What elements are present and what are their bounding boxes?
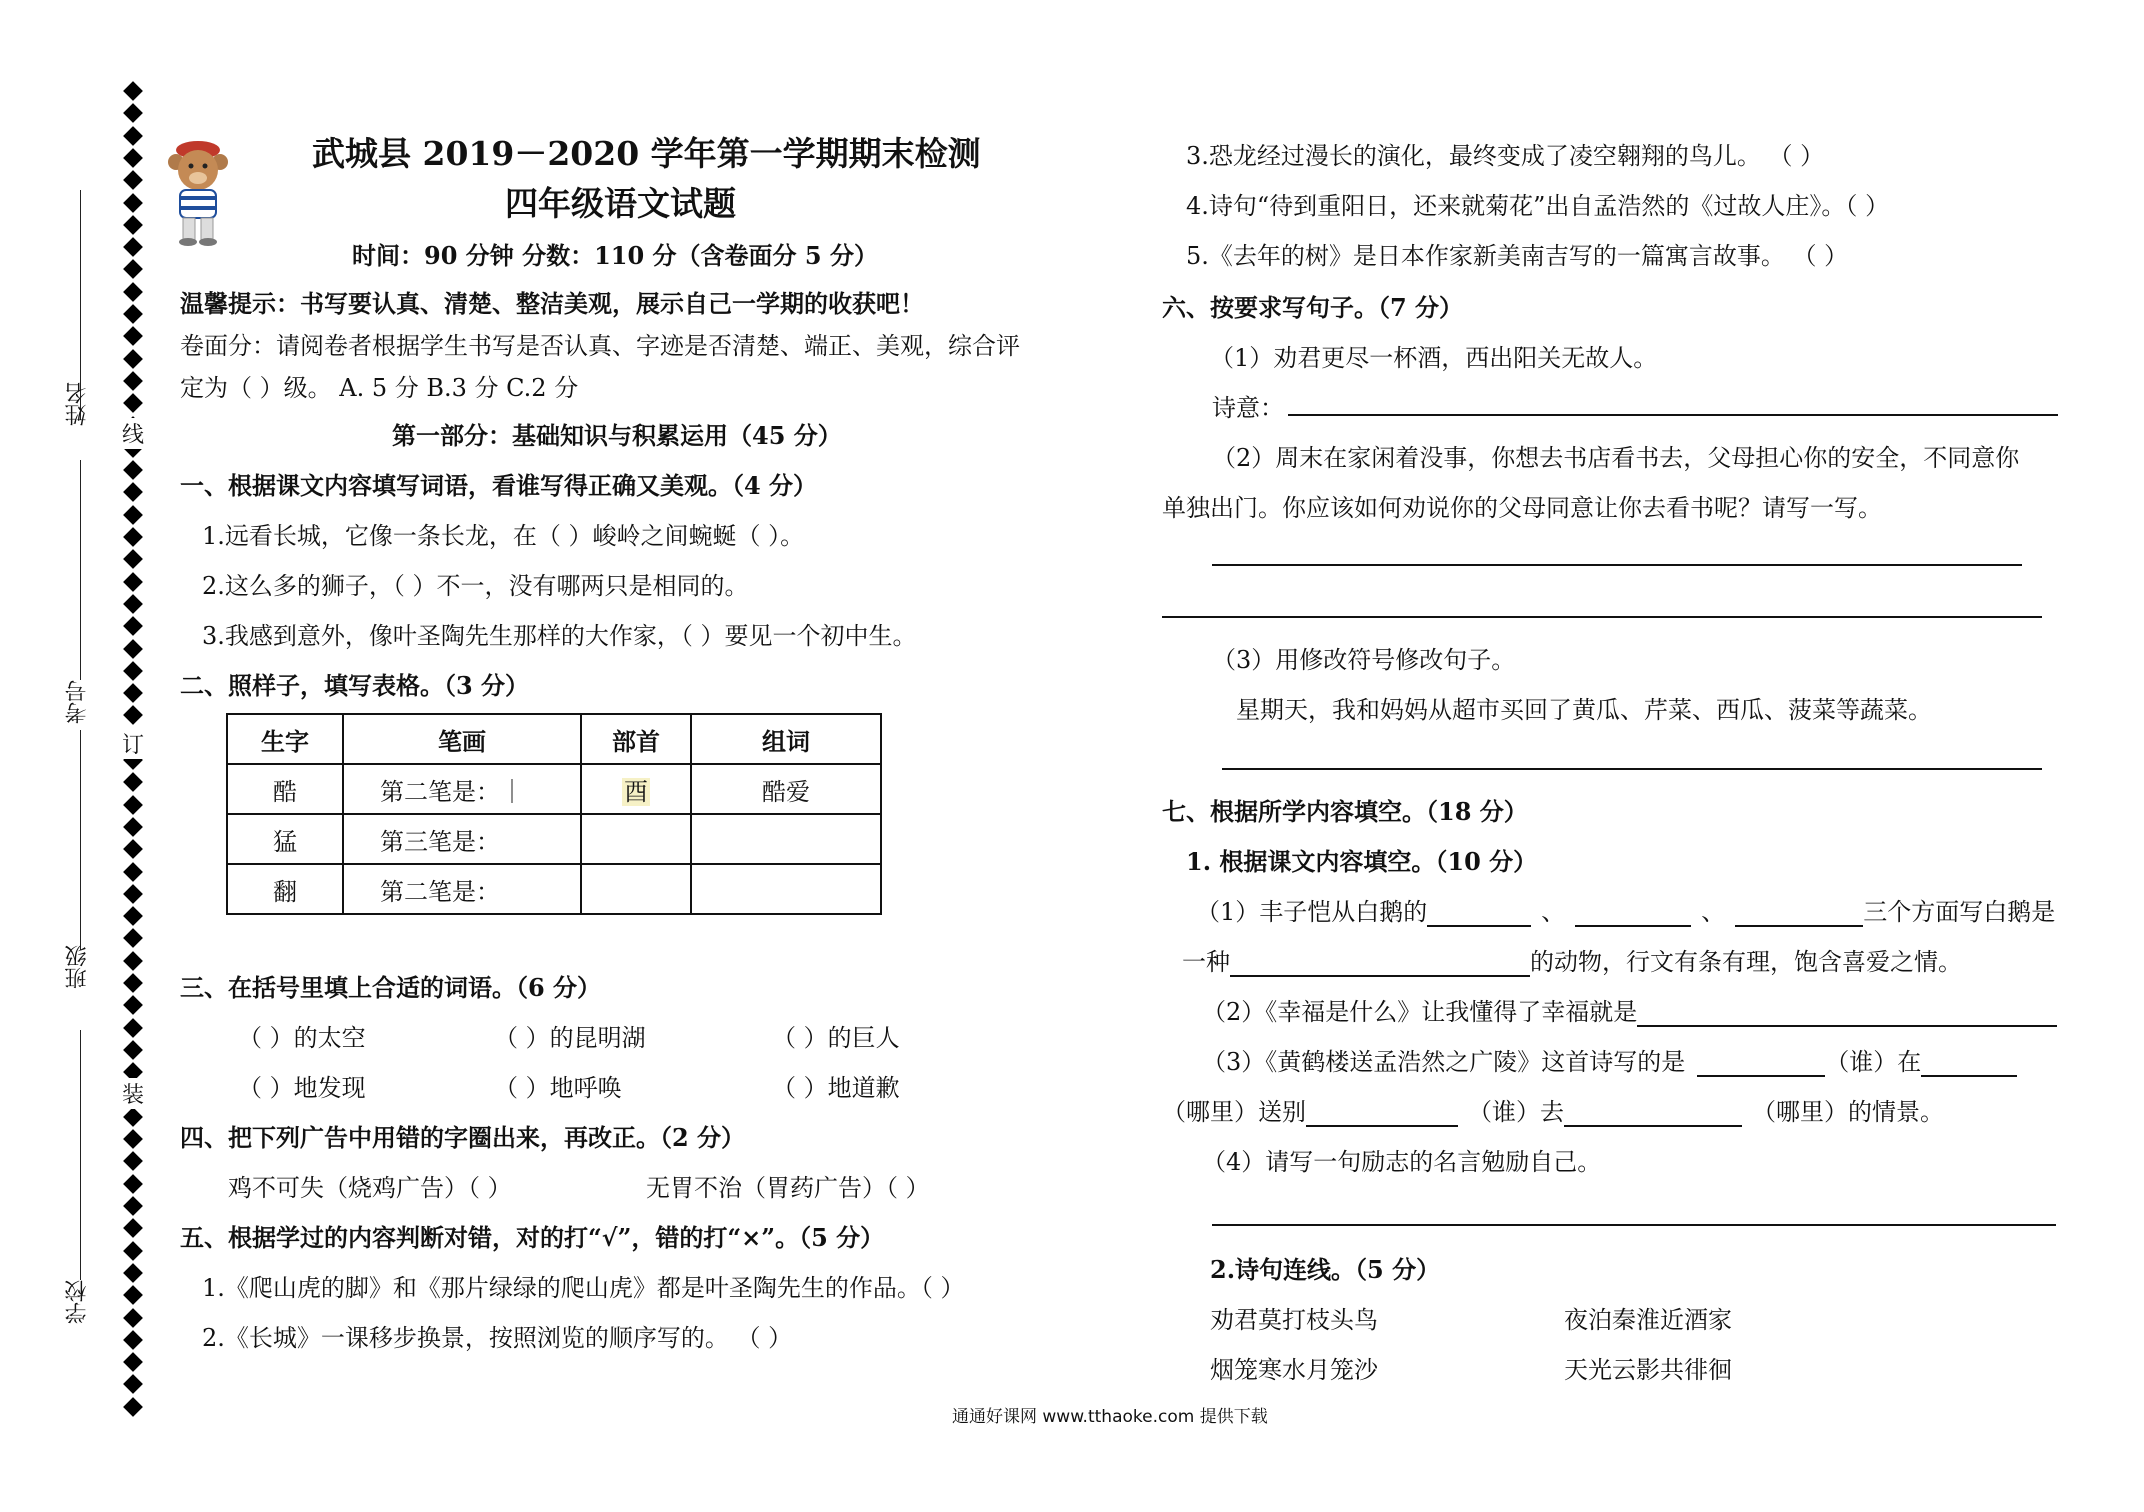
binding-diamond: [123, 1174, 143, 1194]
binding-diamond: [123, 906, 143, 926]
q7-l4-text-b: （谁）在: [1825, 1048, 1922, 1076]
warm-tip: 温馨提示：书写要认真、清楚、整洁美观，展示自己一学期的收获吧！: [180, 289, 924, 318]
q7-l2-text-a: 一种: [1182, 948, 1230, 976]
bear-mascot-image: [158, 138, 238, 248]
cell-char: 猛: [227, 814, 343, 864]
fill-blank[interactable]: [1697, 1049, 1825, 1077]
fill-blank[interactable]: [1427, 899, 1531, 927]
binding-diamond: [123, 282, 143, 302]
answer-line[interactable]: [1162, 616, 2042, 618]
header-char: 生字: [227, 714, 343, 764]
q7-line-2: [1182, 942, 1962, 977]
q5-item-1[interactable]: 1.《爬山虎的脚》和《那片绿绿的爬山虎》都是叶圣陶先生的作品。（ ）: [202, 1274, 965, 1302]
binding-diamond: [123, 661, 143, 681]
neatness-score-line2: 定为（ ）级。 A. 5 分 B.3 分 C.2 分: [180, 374, 579, 402]
binding-diamond: [123, 237, 143, 257]
table-row: [227, 814, 881, 864]
binding-diamond: [123, 1151, 143, 1171]
binding-diamond: [123, 527, 143, 547]
binding-char-xian: 线: [122, 418, 144, 449]
binding-diamond: [123, 772, 143, 792]
cell-radical[interactable]: [581, 814, 691, 864]
q4-item-1[interactable]: 鸡不可失（烧鸡广告）（ ）: [228, 1174, 512, 1202]
binding-diamond: [123, 839, 143, 859]
binding-diamond: [123, 126, 143, 146]
binding-diamond: [123, 1129, 143, 1149]
q6-meaning-label: 诗意：: [1212, 394, 1284, 422]
q6-sentence-2a: （2）周末在家闲着没事，你想去书店看书去，父母担心你的安全，不同意你: [1212, 444, 2020, 472]
class-label: 班级: [65, 945, 90, 989]
binding-diamond: [123, 705, 143, 725]
binding-diamond: [123, 482, 143, 502]
binding-diamond: [123, 1374, 143, 1394]
exam-title: 武城县 2019－2020 学年第一学期期末检测: [312, 134, 981, 173]
q7-line-5: [1162, 1092, 1944, 1127]
binding-diamond: [123, 460, 143, 480]
q7-l1-text-a: （1）丰子恺从白鹅的: [1196, 898, 1428, 926]
name-label: 姓名: [65, 382, 90, 426]
fill-blank[interactable]: [1735, 899, 1863, 927]
q6-sentence-to-fix: 星期天，我和妈妈从超市买回了黄瓜、芹菜、西瓜、菠菜等蔬菜。: [1236, 696, 1932, 724]
q7-line-4: [1202, 1042, 2017, 1077]
footer-source: 通通好课网 www.tthaoke.com 提供下载: [952, 1407, 1268, 1427]
binding-diamond: [123, 594, 143, 614]
q7-l2-text-b: 的动物，行文有条有理，饱含喜爱之情。: [1530, 948, 1962, 976]
fill-blank[interactable]: [1637, 999, 2057, 1027]
q7-line-3: [1202, 992, 2057, 1027]
cell-char: 酷: [227, 764, 343, 814]
binding-diamond: [123, 884, 143, 904]
binding-diamond: [123, 928, 143, 948]
binding-diamond: [123, 995, 143, 1015]
match-right-2[interactable]: 天光云影共徘徊: [1564, 1356, 1732, 1384]
q1-title: 一、根据课文内容填写词语，看谁写得正确又美观。（4 分）: [180, 471, 818, 500]
binding-diamond: [123, 349, 143, 369]
q7-l5-text-a: （哪里）送别: [1162, 1098, 1306, 1126]
q1-item-2: 2.这么多的狮子，（ ）不一，没有哪两只是相同的。: [202, 572, 749, 600]
q7-l5-text-b: （谁）去: [1468, 1098, 1564, 1126]
binding-diamond: [123, 1107, 143, 1127]
binding-diamond: [123, 1263, 143, 1283]
q7-l1-text-d: 三个方面写白鹅是: [1863, 898, 2056, 926]
table-header-row: [227, 714, 881, 764]
q6-title: 六、按要求写句子。（7 分）: [1162, 293, 1464, 322]
fill-blank[interactable]: [1575, 899, 1691, 927]
header-radical: 部首: [581, 714, 691, 764]
q6-sentence-1: （1）劝君更尽一杯酒，西出阳关无故人。: [1210, 344, 1658, 372]
binding-diamond: [123, 616, 143, 636]
q1-item-1: 1.远看长城，它像一条长龙，在（ ）峻岭之间蜿蜒（ ）。: [202, 522, 805, 550]
cell-char: 翻: [227, 864, 343, 914]
school-label: 学校: [65, 1280, 90, 1324]
binding-diamond: [123, 81, 143, 101]
part1-heading: 第一部分：基础知识与积累运用（45 分）: [392, 421, 842, 450]
q7-title: 七、根据所学内容填空。（18 分）: [1162, 797, 1528, 826]
binding-diamond: [123, 1330, 143, 1350]
q7-l5-text-c: （哪里）的情景。: [1752, 1098, 1944, 1126]
cell-word[interactable]: [691, 814, 881, 864]
q7-l1-text-b: 、: [1541, 898, 1566, 926]
q7-l3-text: （2）《幸福是什么》让我懂得了幸福就是: [1202, 998, 1638, 1026]
table-row: [227, 764, 881, 814]
binding-diamond: [123, 1308, 143, 1328]
binding-diamond: [123, 1218, 143, 1238]
binding-diamond: [123, 795, 143, 815]
binding-diamond: [123, 973, 143, 993]
q3-blank-1[interactable]: （ ）的太空: [238, 1024, 366, 1052]
q7-l1-text-c: 、: [1701, 898, 1726, 926]
binding-diamond: [123, 1196, 143, 1216]
cell-radical[interactable]: [581, 864, 691, 914]
cell-stroke[interactable]: 第三笔是：: [343, 814, 581, 864]
q3-blank-2[interactable]: （ ）的昆明湖: [494, 1024, 646, 1052]
answer-line[interactable]: [1288, 414, 2058, 416]
q3-blank-6[interactable]: （ ）地道歉: [772, 1074, 900, 1102]
exam-meta: 时间：90 分钟 分数：110 分（含卷面分 5 分）: [352, 241, 878, 270]
header-word: 组词: [691, 714, 881, 764]
binding-diamond: [123, 393, 143, 413]
binding-diamond: [123, 572, 143, 592]
binding-diamond: [123, 326, 143, 346]
binding-diamond: [123, 505, 143, 525]
q1-item-3: 3.我感到意外，像叶圣陶先生那样的大作家，（ ）要见一个初中生。: [202, 622, 917, 650]
binding-diamond: [123, 371, 143, 391]
header-stroke: 笔画: [343, 714, 581, 764]
binding-diamond: [123, 215, 143, 235]
stroke-table: [226, 713, 882, 915]
binding-diamond: [123, 1040, 143, 1060]
binding-diamond: [123, 103, 143, 123]
binding-diamond: [123, 259, 143, 279]
binding-diamond: [123, 817, 143, 837]
q4-title: 四、把下列广告中用错的字圈出来，再改正。（2 分）: [180, 1123, 746, 1152]
q5-title: 五、根据学过的内容判断对错，对的打“√”，错的打“×”。（5 分）: [180, 1223, 885, 1252]
q7-line-1: [1196, 892, 2055, 927]
binding-diamond: [123, 1018, 143, 1038]
binding-diamond: [123, 549, 143, 569]
fill-blank[interactable]: [1921, 1049, 2017, 1077]
cell-word[interactable]: [691, 864, 881, 914]
cell-word[interactable]: 酷爱: [691, 764, 881, 814]
table-row: [227, 864, 881, 914]
binding-diamond: [123, 683, 143, 703]
q3-title: 三、在括号里填上合适的词语。（6 分）: [180, 973, 602, 1002]
binding-diamond: [123, 1285, 143, 1305]
cell-stroke[interactable]: 第二笔是：: [343, 864, 581, 914]
binding-diamond: [123, 639, 143, 659]
match-left-2[interactable]: 烟笼寒水月笼沙: [1210, 1356, 1378, 1384]
binding-diamond: [123, 148, 143, 168]
answer-line[interactable]: [1222, 768, 2042, 770]
binding-diamond: [123, 304, 143, 324]
binding-diamond: [123, 170, 143, 190]
q7-l4-text-a: （3）《黄鹤楼送孟浩然之广陵》这首诗写的是: [1202, 1048, 1686, 1076]
q6-sentence-3: （3）用修改符号修改句子。: [1212, 646, 1516, 674]
q5-item-2[interactable]: 2.《长城》一课移步换景，按照浏览的顺序写的。 （ ）: [202, 1324, 793, 1352]
cell-radical[interactable]: [581, 764, 691, 814]
binding-diamond: [123, 193, 143, 213]
binding-diamond: [123, 1397, 143, 1417]
fill-blank[interactable]: [1306, 1099, 1458, 1127]
q5-item-5[interactable]: 5.《去年的树》是日本作家新美南吉写的一篇寓言故事。 （ ）: [1186, 242, 1849, 270]
q7-sub2: 2.诗句连线。（5 分）: [1210, 1255, 1441, 1284]
q3-blank-5[interactable]: （ ）地呼唤: [494, 1074, 622, 1102]
q5-item-3[interactable]: 3.恐龙经过漫长的演化，最终变成了凌空翱翔的鸟儿。 （ ）: [1186, 142, 1825, 170]
q3-blank-4[interactable]: （ ）地发现: [238, 1074, 366, 1102]
cell-stroke[interactable]: 第二笔是：｜: [343, 764, 581, 814]
binding-diamond: [123, 862, 143, 882]
q4-item-2[interactable]: 无胃不治（胃药广告）（ ）: [646, 1174, 930, 1202]
binding-diamond: [123, 1241, 143, 1261]
answer-line[interactable]: [1212, 564, 2022, 566]
q7-sub1: 1. 根据课文内容填空。（10 分）: [1186, 847, 1538, 876]
q7-line-6: （4）请写一句励志的名言勉励自己。: [1202, 1148, 1602, 1176]
radical-highlight: 酉: [624, 777, 648, 806]
exam-number-label: 考号: [65, 680, 90, 724]
q3-blank-3[interactable]: （ ）的巨人: [772, 1024, 900, 1052]
q6-sentence-2b: 单独出门。你应该如何劝说你的父母同意让你去看书呢？请写一写。: [1162, 494, 1882, 522]
binding-char-ding: 订: [122, 728, 144, 759]
binding-diamond: [123, 1352, 143, 1372]
binding-char-zhuang: 装: [122, 1078, 144, 1109]
fill-blank[interactable]: [1564, 1099, 1742, 1127]
exam-subtitle: 四年级语文试题: [505, 184, 736, 223]
q5-item-4[interactable]: 4.诗句“待到重阳日，还来就菊花”出自孟浩然的《过故人庄》。（ ）: [1186, 192, 1890, 220]
answer-line[interactable]: [1212, 1224, 2056, 1226]
match-right-1[interactable]: 夜泊秦淮近酒家: [1564, 1306, 1732, 1334]
match-left-1[interactable]: 劝君莫打枝头鸟: [1210, 1306, 1378, 1334]
binding-diamond: [123, 951, 143, 971]
q2-title: 二、照样子，填写表格。（3 分）: [180, 671, 530, 700]
neatness-score-line1: 卷面分：请阅卷者根据学生书写是否认真、字迹是否清楚、端正、美观，综合评: [180, 332, 1020, 360]
fill-blank[interactable]: [1230, 949, 1530, 977]
